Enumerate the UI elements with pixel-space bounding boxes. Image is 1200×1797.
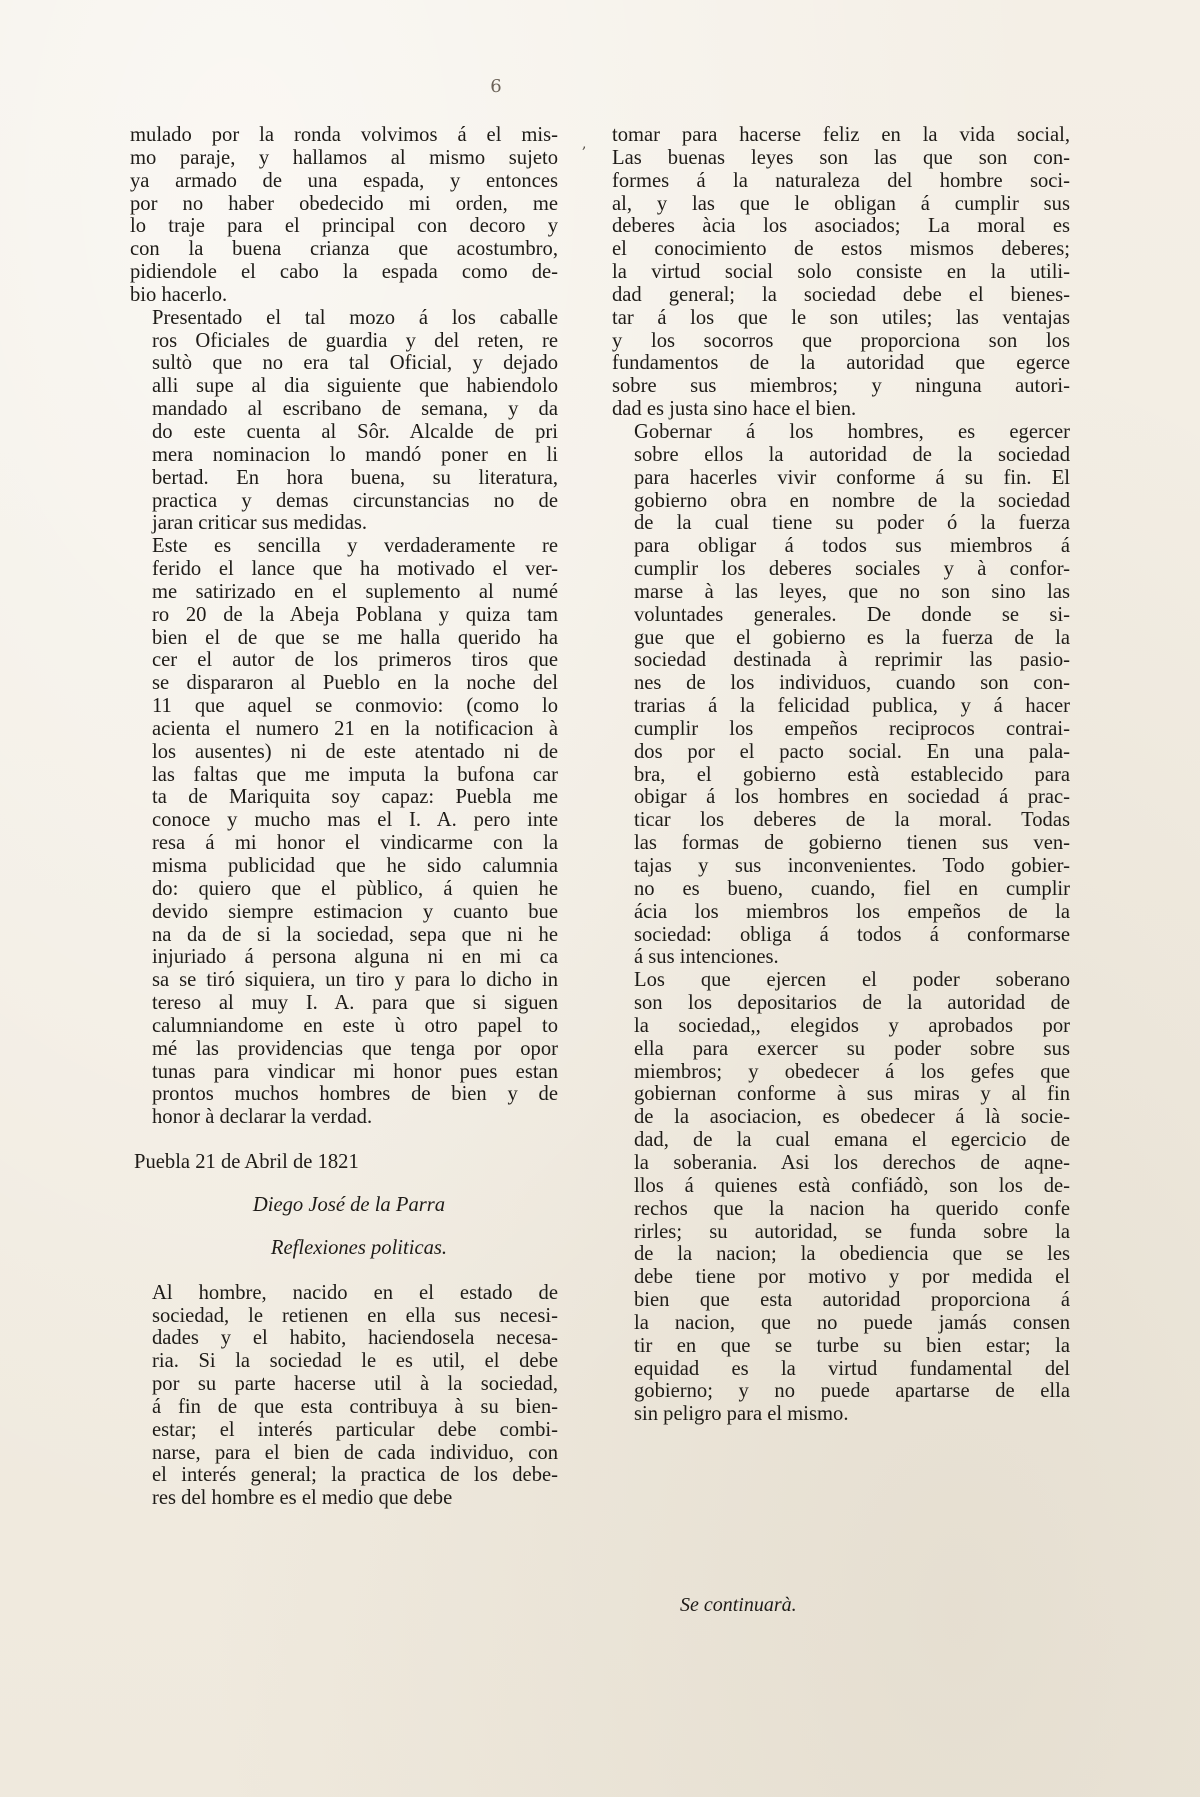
text-line: acienta el numero 21 en la notificacion à	[152, 717, 558, 740]
text-line: bien el de que se me halla querido ha	[152, 626, 558, 649]
text-line: dad es justa sino hace el bien.	[612, 398, 857, 421]
text-line: do: quiero que el pùblico, á quien he	[152, 877, 558, 900]
text-line: dos por el pacto social. En una pala-	[634, 740, 1070, 763]
text-line: estar; el interés particular debe combi-	[152, 1418, 558, 1441]
text-line: pidiendole el cabo la espada como de-	[130, 261, 558, 284]
text-line: la sociedad,, elegidos y aprobados por	[634, 1014, 1070, 1037]
text-line: de la nacion; la obediencia que se les	[634, 1243, 1070, 1266]
text-line: miembros; y obedecer á los gefes que	[634, 1060, 1070, 1083]
text-line: ferido el lance que ha motivado el ver-	[152, 558, 558, 581]
text-line: mo paraje, y hallamos al mismo sujeto	[130, 146, 558, 169]
text-line: bertad. En hora buena, su literatura,	[152, 466, 558, 489]
text-line: dad general; la sociedad debe el bienes-	[612, 283, 1070, 306]
text-line: sultò que no era tal Oficial, y dejado	[152, 352, 558, 375]
text-line: el interés general; la practica de los debe-	[152, 1464, 558, 1487]
text-line: obigar á los hombres en sociedad á prac-	[634, 786, 1070, 809]
text-line: conoce y mucho mas el I. A. pero inte	[152, 809, 558, 832]
right-paragraph-1	[612, 124, 1070, 421]
text-line: narse, para el bien de cada individuo, con	[152, 1441, 558, 1464]
right-paragraph-2	[612, 421, 1070, 969]
text-line: se dispararon al Pueblo en la noche del	[152, 672, 558, 695]
text-line: sin peligro para el mismo.	[634, 1403, 849, 1426]
text-line: de la asociacion, es obedecer á là socie-	[634, 1106, 1070, 1129]
right-paragraph-3	[612, 969, 1070, 1426]
text-line: cumplir los empeños reciprocos contrai-	[634, 717, 1070, 740]
text-line: para hacerles vivir conforme á su fin. El	[634, 466, 1070, 489]
text-line: la nacion, que no puede jamás consen	[634, 1311, 1070, 1334]
text-line: Gobernar á los hombres, es egercer	[634, 420, 1070, 443]
signature: Diego José de la Parra	[252, 1193, 446, 1216]
left-paragraph-2	[130, 307, 558, 535]
spacer	[130, 1129, 558, 1151]
text-line: ta de Mariquita soy capaz: Puebla me	[152, 786, 558, 809]
text-line: las formas de gobierno tienen sus ven-	[634, 832, 1070, 855]
text-line: tunas para vindicar mi honor pues estan	[152, 1060, 558, 1083]
left-paragraph-4	[130, 1282, 558, 1510]
text-line: gue que el gobierno es la fuerza de la	[634, 626, 1070, 649]
text-line: sobre ellos la autoridad de la sociedad	[634, 443, 1070, 466]
text-line: tereso al muy I. A. para que si siguen	[152, 992, 558, 1015]
left-column	[130, 124, 558, 1510]
text-line: Este es sencilla y verdaderamente re	[152, 535, 558, 558]
text-line: bien que esta autoridad proporciona á	[634, 1289, 1070, 1312]
text-line: tajas y sus inconvenientes. Todo gobier-	[634, 855, 1070, 877]
text-line: resa á mi honor el vindicarme con la	[152, 832, 558, 855]
text-line: nes de los individuos, cuando son con-	[634, 672, 1070, 695]
text-line: de la cual tiene su poder ó la fuerza	[634, 512, 1070, 535]
text-line: la virtud social solo consiste en la utili-	[612, 261, 1070, 284]
text-line: gobierno obra en nombre de la sociedad	[634, 489, 1070, 512]
text-line: Presentado el tal mozo á los caballe	[152, 306, 558, 329]
text-line: rirles; su autoridad, se funda sobre la	[634, 1220, 1070, 1243]
text-line: ella para exercer su poder sobre sus	[634, 1037, 1070, 1060]
text-line: jaran criticar sus medidas.	[152, 512, 368, 535]
page-number: 6	[490, 76, 502, 97]
text-line: res del hombre es el medio que debe	[152, 1487, 453, 1510]
text-line: tir en que se turbe su bien estar; la	[634, 1334, 1070, 1357]
text-line: rechos que la nacion ha querido confe	[634, 1197, 1070, 1220]
text-line: practica y demas circunstancias no de	[152, 489, 558, 512]
text-line: cer el autor de los primeros tiros que	[152, 649, 558, 672]
text-line: voluntades generales. De donde se si-	[634, 603, 1070, 626]
left-paragraph-3	[130, 535, 558, 1129]
text-line: Al hombre, nacido en el estado de	[152, 1281, 558, 1304]
text-line: no es bueno, cuando, fiel en cumplir	[634, 877, 1070, 900]
text-line: dades y el habito, haciendosela necesa-	[152, 1327, 558, 1350]
text-line: lo traje para el principal con decoro y	[130, 215, 558, 238]
text-line: misma publicidad que he sido calumnia	[152, 855, 558, 877]
text-line: las faltas que me imputa la bufona car	[152, 763, 558, 786]
text-line: equidad es la virtud fundamental del	[634, 1357, 1070, 1380]
text-line: cumplir los deberes sociales y à confor-	[634, 558, 1070, 581]
text-line: trarias á la felicidad publica, y á hacer	[634, 695, 1070, 718]
text-line: para obligar á todos sus miembros á	[634, 535, 1070, 558]
text-line: prontos muchos hombres de bien y de	[152, 1083, 558, 1106]
text-line: bio hacerlo.	[130, 283, 228, 306]
text-line: do este cuenta al Sôr. Alcalde de pri	[152, 420, 558, 443]
text-line: el conocimiento de estos mismos deberes;	[612, 238, 1070, 261]
text-line: fundamentos de la autoridad que egerce	[612, 352, 1070, 375]
section-heading: Reflexiones politicas.	[270, 1236, 448, 1259]
text-line: bra, el gobierno està establecido para	[634, 763, 1070, 786]
text-line: por su parte hacerse util à la sociedad,	[152, 1373, 558, 1396]
text-line: á fin de que esta contribuya à su bien-	[152, 1395, 558, 1418]
text-line: marse à las leyes, que no son sino las	[634, 580, 1070, 603]
text-line: sociedad: obliga á todos á conformarse	[634, 923, 1070, 946]
text-line: por no haber obedecido mi orden, me	[130, 192, 558, 215]
dateline: Puebla 21 de Abril de 1821	[134, 1151, 359, 1174]
text-line: honor à declarar la verdad.	[152, 1106, 373, 1129]
text-line: ros Oficiales de guardia y del reten, re	[152, 329, 558, 352]
text-line: deberes àcia los asociados; La moral es	[612, 215, 1070, 238]
text-line: Las buenas leyes son las que son con-	[612, 146, 1070, 169]
gutter-mark: ,	[582, 136, 587, 152]
text-line: con la buena crianza que acostumbro,	[130, 238, 558, 261]
text-line: ria. Si la sociedad le es util, el debe	[152, 1350, 558, 1373]
text-line: mulado por la ronda volvimos á el mis-	[130, 124, 558, 146]
text-line: Los que ejercen el poder soberano	[634, 969, 1070, 992]
text-line: dad, de la cual emana el egercicio de	[634, 1129, 1070, 1152]
continued-note: Se continuarà.	[680, 1594, 797, 1616]
text-line: injuriado á persona alguna ni en mi ca	[152, 946, 558, 969]
text-line: mandado al escribano de semana, y da	[152, 398, 558, 421]
text-line: y los socorros que proporciona son los	[612, 329, 1070, 352]
text-line: sociedad destinada à reprimir las pasio-	[634, 649, 1070, 672]
text-line: ácia los miembros los empeños de la	[634, 900, 1070, 923]
text-line: al, y las que le obligan á cumplir sus	[612, 192, 1070, 215]
text-line: gobiernan conforme à sus miras y al fin	[634, 1083, 1070, 1106]
text-line: la soberania. Asi los derechos de aqne-	[634, 1151, 1070, 1174]
text-line: gobierno; y no puede apartarse de ella	[634, 1380, 1070, 1403]
text-line: sa se tiró siquiera, un tiro y para lo dicho in	[152, 969, 558, 992]
text-line: ya armado de una espada, y entonces	[130, 169, 558, 192]
text-line: debe tiene por motivo y por medida el	[634, 1266, 1070, 1289]
text-line: tar á los que le son utiles; las ventajas	[612, 306, 1070, 329]
text-line: ro 20 de la Abeja Poblana y quiza tam	[152, 603, 558, 626]
text-line: sociedad, le retienen en ella sus necesi-	[152, 1304, 558, 1327]
text-line: devido siempre estimacion y cuanto bue	[152, 900, 558, 923]
text-line: na da de si la sociedad, sepa que ni he	[152, 923, 558, 946]
text-line: mera nominacion lo mandó poner en li	[152, 443, 558, 466]
text-line: son los depositarios de la autoridad de	[634, 992, 1070, 1015]
text-line: alli supe al dia siguiente que habiendolo	[152, 375, 558, 398]
text-line: calumniandome en este ù otro papel to	[152, 1014, 558, 1037]
text-line: ticar los deberes de la moral. Todas	[634, 809, 1070, 832]
text-line: sobre sus miembros; y ninguna autori-	[612, 375, 1070, 398]
text-line: mé las providencias que tenga por opor	[152, 1037, 558, 1060]
text-line: tomar para hacerse feliz en la vida social,	[612, 124, 1070, 146]
right-column	[612, 124, 1070, 1426]
text-line: 11 que aquel se conmovio: (como lo	[152, 695, 558, 718]
text-line: formes á la naturaleza del hombre soci-	[612, 169, 1070, 192]
left-paragraph-1	[130, 124, 558, 307]
text-line: llos á quienes està confiádò, son los de-	[634, 1174, 1070, 1197]
text-line: á sus intenciones.	[634, 946, 779, 969]
text-line: los ausentes) ni de este atentado ni de	[152, 740, 558, 763]
text-line: me satirizado en el suplemento al numé	[152, 580, 558, 603]
